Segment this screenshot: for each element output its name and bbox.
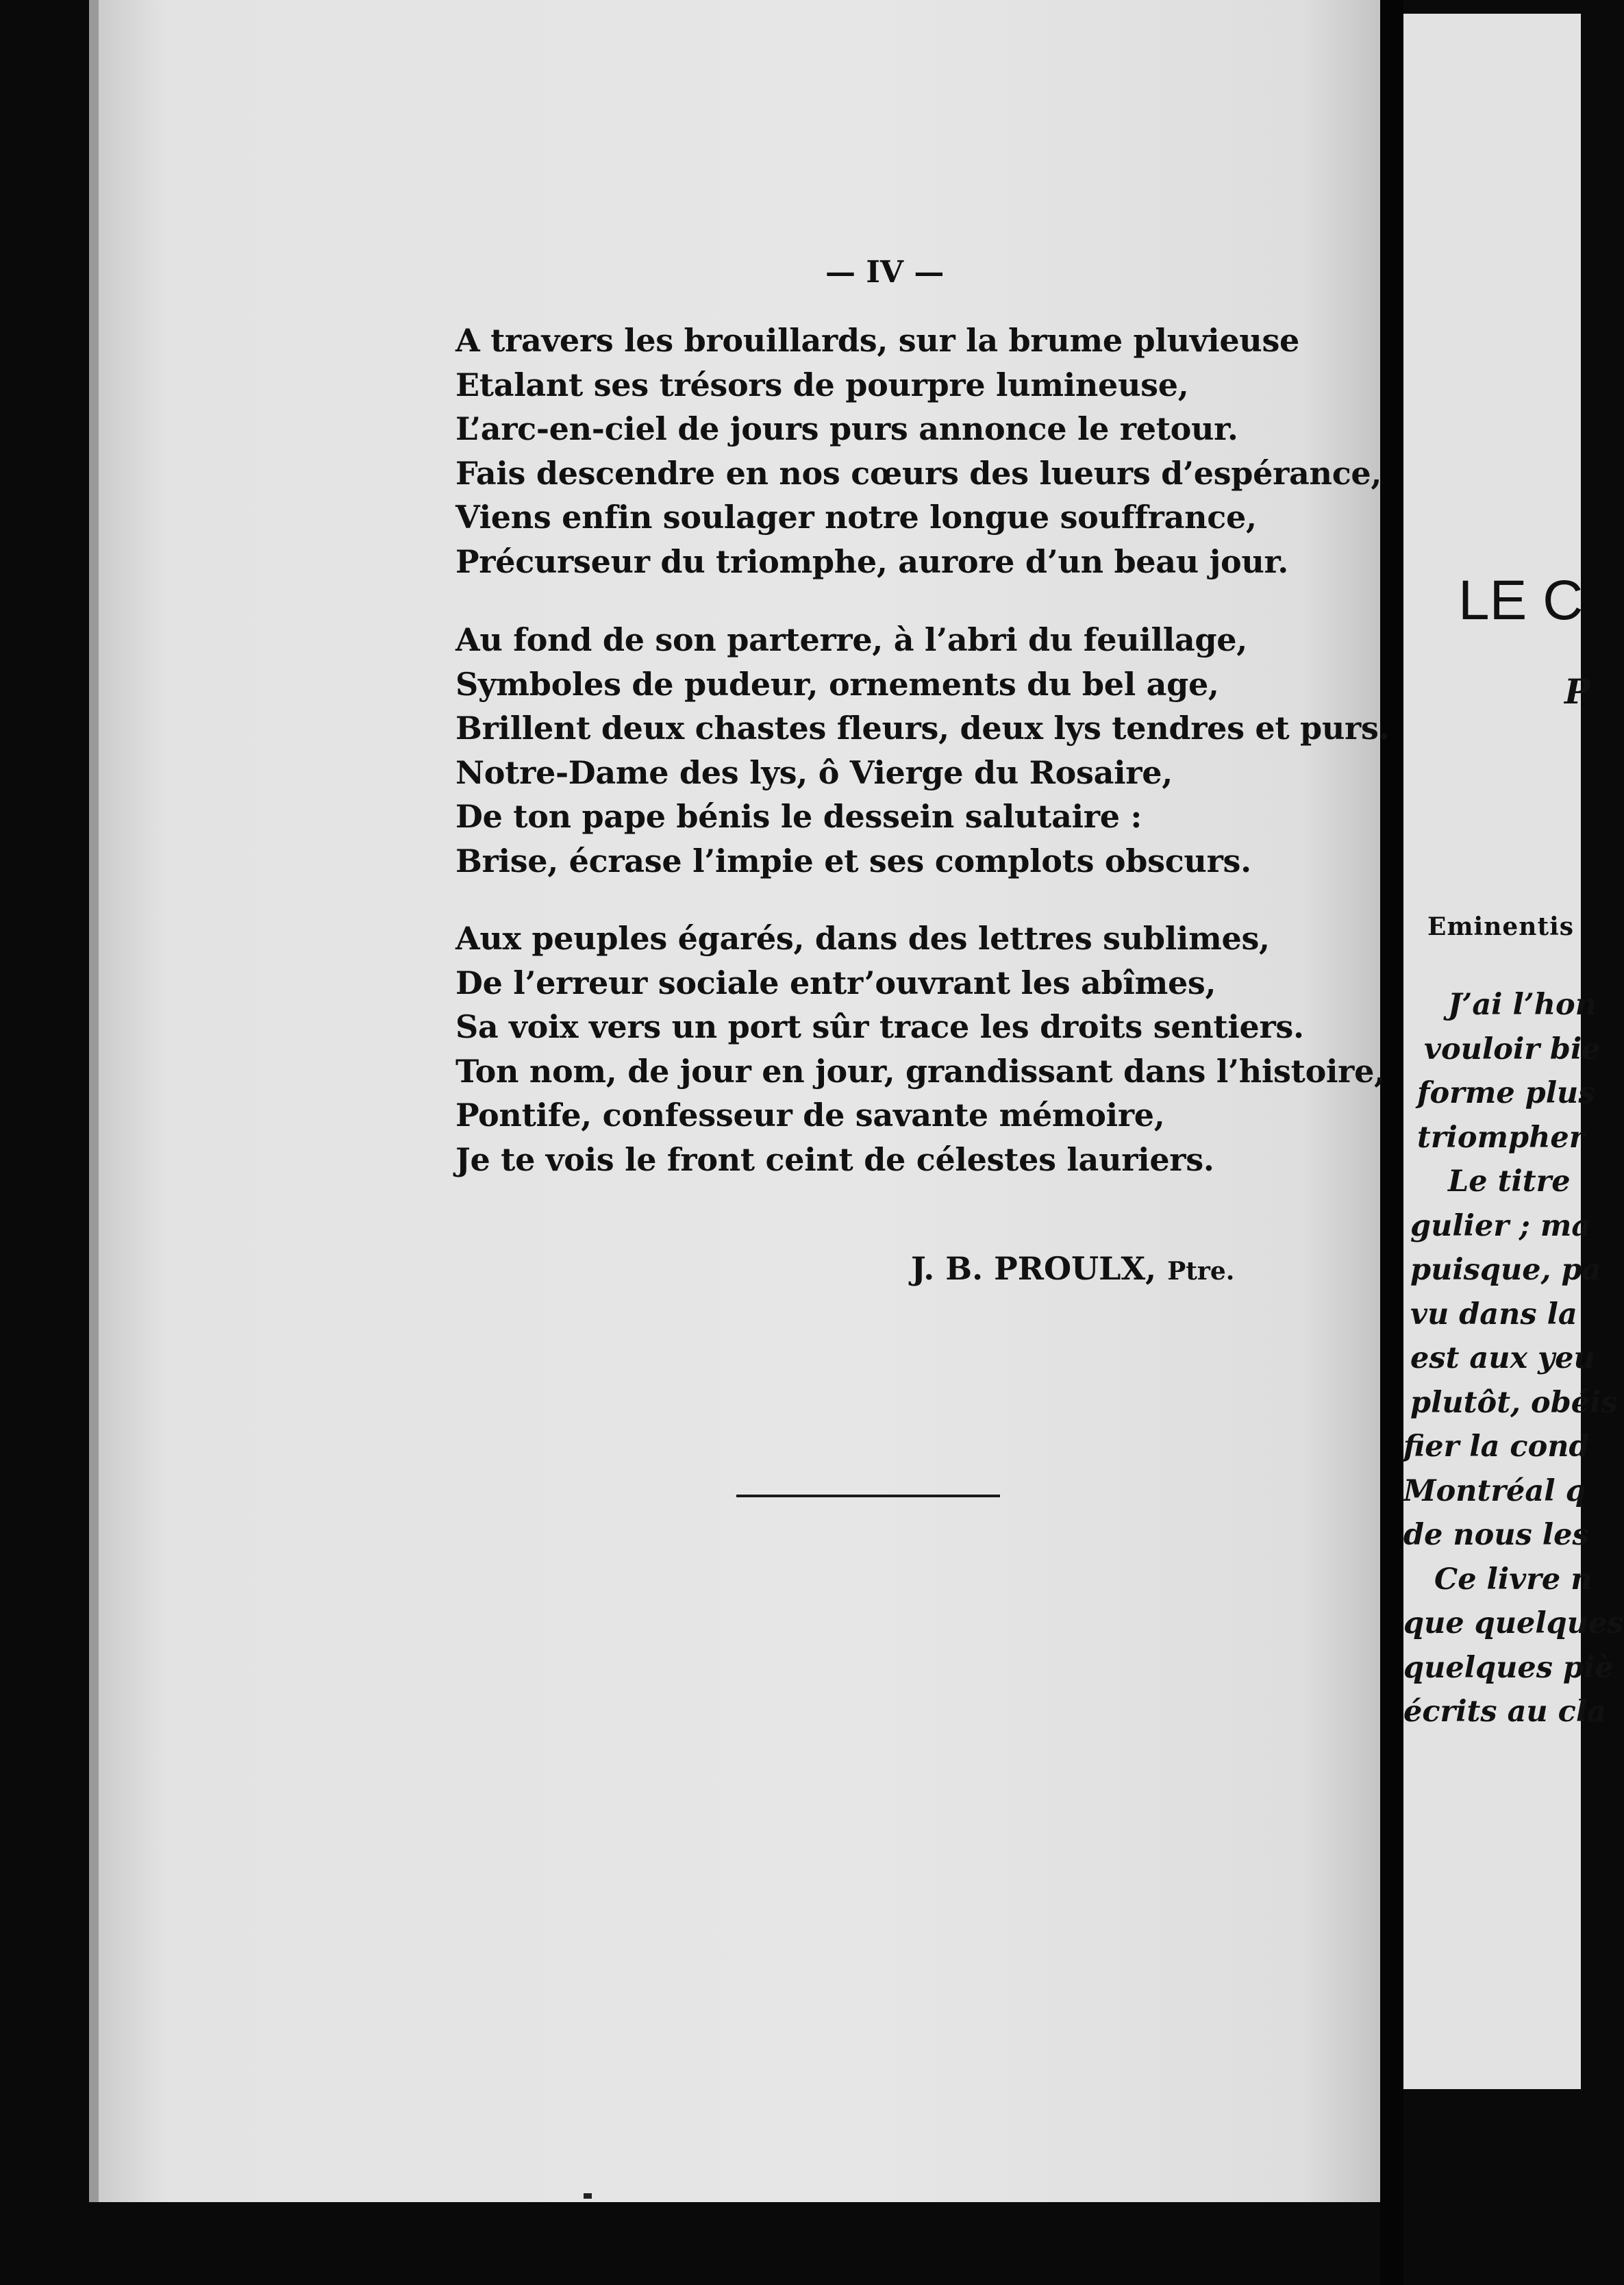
verse-line: Symboles de pudeur, ornements du bel age,: [455, 665, 1219, 703]
text-line: Montréal q: [1403, 1473, 1586, 1508]
text-line: écrits au cla: [1403, 1695, 1607, 1729]
verse-line: Brise, écrase l’impie et ses complots obscurs.: [455, 842, 1251, 879]
right-page-title: LE C: [1458, 569, 1584, 632]
text-line: que quelques: [1403, 1606, 1624, 1640]
verse-line: De l’erreur sociale entr’ouvrant les abîmes,: [455, 964, 1216, 1001]
right-page-subtitle: P: [1564, 671, 1590, 712]
verse-line: Au fond de son parterre, à l’abri du feuillage,: [455, 621, 1247, 658]
text-line: plutôt, obéis: [1410, 1385, 1618, 1420]
text-line: quelques piè: [1403, 1650, 1614, 1685]
right-page: [1403, 14, 1624, 2089]
text-line: puisque, pa: [1410, 1253, 1601, 1287]
verse-line: Ton nom, de jour en jour, grandissant dans l’histoire,: [455, 1052, 1385, 1090]
text-line: vu dans la: [1410, 1297, 1577, 1332]
verse-line: Précurseur du triomphe, aurore d’un beau jour.: [455, 542, 1288, 580]
verse-line: Notre-Dame des lys, ô Vierge du Rosaire,: [455, 753, 1173, 791]
signature-name: J. B. PROULX,: [911, 1250, 1157, 1287]
verse-line: Brillent deux chastes fleurs, deux lys tendres et purs.: [455, 710, 1390, 747]
text-line: triompher: [1417, 1120, 1585, 1155]
stanza-3: [455, 916, 1385, 1182]
text-line: Le titre: [1448, 1164, 1571, 1199]
page-folio: — IV —: [825, 255, 945, 290]
text-line: fier la cond: [1403, 1429, 1590, 1464]
stanza-2: [455, 618, 1389, 883]
text-line: est aux yeu: [1410, 1341, 1595, 1375]
verse-line: Aux peuples égarés, dans des lettres sublimes,: [455, 920, 1270, 957]
right-page-text: [1403, 983, 1624, 1734]
verse-line: Sa voix vers un port sûr trace les droits sentiers.: [455, 1008, 1304, 1045]
text-line: forme plus: [1417, 1076, 1595, 1110]
signature-title: Ptre.: [1167, 1257, 1235, 1286]
verse-line: Pontife, confesseur de savante mémoire,: [455, 1097, 1165, 1134]
section-rule: [736, 1495, 1000, 1497]
right-page-heading: Eminentis: [1427, 912, 1575, 941]
text-line: gulier ; ma: [1410, 1208, 1591, 1243]
verse-line: Viens enfin soulager notre longue souffrance,: [455, 499, 1257, 536]
stanza-1: [455, 319, 1382, 584]
text-line: de nous les: [1403, 1518, 1589, 1552]
verse-line: Etalant ses trésors de pourpre lumineuse,: [455, 366, 1189, 403]
signature: [911, 1250, 1234, 1287]
verse-line: De ton pape bénis le dessein salutaire :: [455, 798, 1142, 835]
verse-line: A travers les brouillards, sur la brume pluvieuse: [455, 322, 1300, 359]
text-line: vouloir bie: [1424, 1032, 1601, 1066]
verse-line: L’arc-en-ciel de jours purs annonce le retour.: [455, 410, 1238, 447]
text-line: Ce livre n: [1434, 1562, 1592, 1597]
text-line: J’ai l’hon: [1448, 988, 1597, 1022]
verse-line: Je te vois le front ceint de célestes lauriers.: [455, 1140, 1214, 1178]
ink-speck: [584, 2193, 592, 2199]
verse-line: Fais descendre en nos cœurs des lueurs d’espérance,: [455, 454, 1382, 492]
